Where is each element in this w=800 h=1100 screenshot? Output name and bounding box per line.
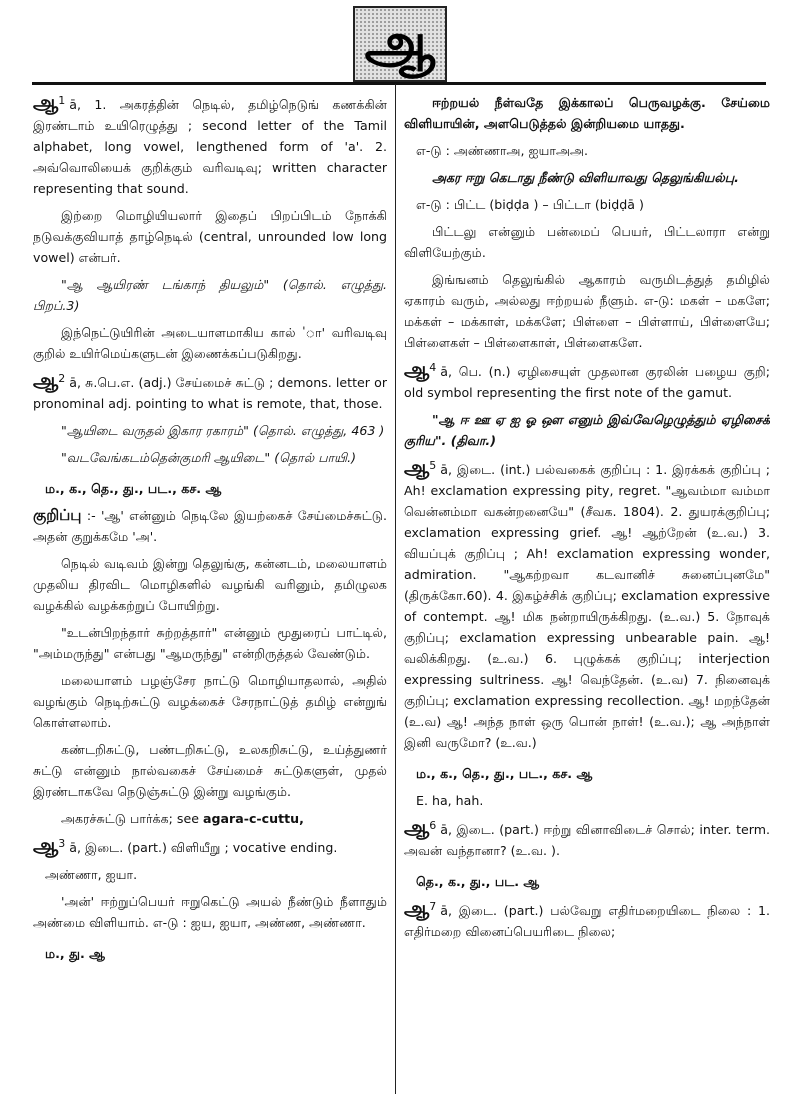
entry-1: [33, 92, 387, 199]
entry-6: [404, 817, 770, 861]
quotation: "ஆ ஈ ஊ ஏ ஐ ஓ ஔ எனும் இவ்வேழெழுத்தும் ஏழிசைக் குரிய". (திவா.): [404, 412, 770, 448]
headword: ஆ: [33, 368, 59, 392]
note: [33, 505, 387, 547]
definition: ā, சு.பெ.எ. (adj.) சேய்மைச் சுட்டு ; demons. letter or pronominal adj. pointing to what is remote, that, those.: [33, 375, 387, 411]
entry-5: [404, 457, 770, 753]
sense-number: 7: [429, 900, 437, 913]
entry-2: [33, 370, 387, 414]
headword: ஆ: [404, 815, 430, 839]
paragraph: அகர ஈறு கெடாது நீண்டு விளியாவது தெலுங்கியல்பு.: [432, 170, 739, 185]
column-divider: [395, 84, 396, 1094]
cognates: ம., க., தெ., து., பட., கச. ஆ: [45, 481, 222, 496]
paragraph: 'அன்' ஈற்றுப்பெயர் ஈறுகெட்டு அயல் நீண்டும் நீளாதும் அண்மை விளியாம். எ-டு : ஐய, ஐயா, அண்ண, அண்ணா.: [33, 894, 387, 930]
paragraph: இங்ஙனம் தெலுங்கில் ஆகாரம் வருமிடத்துத் தமிழில் ஏகாரம் வரும், அல்லது ஈற்றயல் நீளும். எ-டு: மகள் – மகளே; மக்கள் – மக்காள், மக்களே; பிள்ளை – பிள்ளாய், பிள்ளையே; பிள்ளைகள் – பிள்ளைகாள், பிள்ளைகளே.: [404, 272, 770, 350]
definition: ā, 1. அகரத்தின் நெடில், தமிழ்நெடுங் கணக்கின் இரண்டாம் உயிரெழுத்து ; second letter of the Tamil alphabet, long vowel, lengthened form of 'a'. 2. அவ்வொலியைக் குறிக்கும் வரிவடிவு; written character representing that sound.: [33, 97, 387, 196]
headword: ஆ: [33, 833, 59, 857]
definition: ā, இடை. (part.) ஈற்று வினாவிடைச் சொல்; inter. term. அவன் வந்தானா? (உ.வ. ).: [404, 822, 770, 858]
paragraph: இந்நெட்டுயிரின் அடையாளமாகிய கால் 'ா' வரிவடிவு குறில் உயிர்மெய்களுடன் இணைக்கப்படுகிறது.: [33, 325, 387, 361]
paragraph: மலையாளம் பழஞ்சேர நாட்டு மொழியாதலால், அதில் வழங்கும் நெடிற்சுட்டு வழக்கைச் சேரநாட்டுத் தமிழ் என்றுங் கொள்ளலாம்.: [33, 673, 387, 730]
sense-number: 4: [429, 361, 437, 374]
paragraph: பிட்டலு என்னும் பன்மைப் பெயர், பிட்டலாரா என்று விளியேற்கும்.: [404, 224, 770, 260]
see-also-see: see: [176, 811, 199, 826]
paragraph: "உடன்பிறந்தார் சுற்றத்தார்" என்னும் மூதுரைப் பாட்டில், "அம்மருந்து" என்பது "ஆமருந்து" என்றிருத்தல் வேண்டும்.: [33, 625, 387, 661]
entry-3: [33, 835, 387, 858]
paragraph: ஈற்றயல் நீள்வதே இக்காலப் பெருவழக்கு. சேய்மை விளியாயின், அளபெடுத்தல் இன்றியமை யாதது.: [404, 95, 770, 131]
definition: ā, பெ. (n.) ஏழிசையுள் முதலான குரலின் பழைய குறி; old symbol representing the first note of the gamut.: [404, 364, 770, 400]
see-also: [33, 808, 387, 829]
example: எ-டு : பிட்ட (biḍḍa ) – பிட்டா (biḍḍā ): [416, 197, 644, 212]
sense-number: 6: [429, 819, 437, 832]
headword: ஆ: [33, 92, 59, 114]
header-letter-box: [353, 6, 447, 82]
paragraph: இற்றை மொழியியலார் இதைப் பிறப்பிடம் நோக்கி நடுவக்குவியாத் தாழ்நெடில் (central, unrounded low long vowel) என்பர்.: [33, 208, 387, 265]
see-also-text: அகரச்சுட்டு பார்க்க;: [61, 811, 173, 826]
header-rule: [32, 82, 766, 85]
see-also-target: agara-c-cuttu,: [203, 811, 304, 826]
entry-7: [404, 898, 770, 942]
note-text: :- 'ஆ' என்னும் நெடிலே இயற்கைச் சேய்மைச்சுட்டு. அதன் குறுக்கமே 'அ'.: [33, 508, 387, 544]
cognates: ம., க., தெ., து., பட., கச. ஆ: [416, 766, 593, 781]
entry-4: [404, 359, 770, 403]
header-letter: ஆ: [364, 11, 436, 76]
sense-number: 2: [58, 372, 66, 385]
cognates-english: E. ha, hah.: [416, 793, 484, 808]
example: அண்ணா, ஐயா.: [45, 867, 138, 882]
sense-number: 1: [58, 94, 66, 107]
quotation: "ஆயிடை வருதல் இகார ரகாரம்" (தொல். எழுத்து, 463 ): [61, 423, 385, 438]
paragraph: நெடில் வடிவம் இன்று தெலுங்கு, கன்னடம், மலையாளம் முதலிய திரவிட மொழிகளில் வழங்கி வரினும், தமிழுலக வழக்கில் வழக்கற்றுப் போயிற்று.: [33, 556, 387, 613]
right-column: [404, 92, 770, 1094]
headword: ஆ: [404, 455, 430, 479]
headword: ஆ: [404, 357, 430, 381]
cognates: தெ., க., து., பட. ஆ: [416, 874, 540, 889]
paragraph: கண்டறிசுட்டு, பண்டறிசுட்டு, உலகறிசுட்டு, உய்த்துணர் சுட்டு என்னும் நால்வகைச் சேய்மைச் சுட்டுகளுள், முதல் இரண்டாகவே நெடுஞ்சுட்டு இன்று வழங்கும்.: [33, 742, 387, 799]
sense-number: 3: [58, 837, 66, 850]
headword: ஆ: [404, 896, 430, 920]
note-label: குறிப்பு: [33, 506, 82, 524]
cognates: ம., து. ஆ: [45, 946, 106, 961]
quotation: "ஆ ஆயிரண் டங்காந் தியலும்" (தொல். எழுத்து. பிறப்.3): [33, 277, 387, 313]
example: எ-டு : அண்ணாஅ, ஐயாஅஅ.: [416, 143, 588, 158]
definition: ā, இடை. (part.) பல்வேறு எதிர்மறையிடை நிலை : 1. எதிர்மறை வினைப்பெயரிடை நிலை;: [404, 903, 770, 939]
left-column: [33, 92, 387, 1094]
quotation: "வடவேங்கடம்தென்குமரி ஆயிடை" (தொல் பாயி.): [61, 450, 356, 465]
sense-number: 5: [429, 459, 437, 472]
definition: ā, இடை. (int.) பல்வகைக் குறிப்பு : 1. இரக்கக் குறிப்பு ; Ah! exclamation expressing pity, regret. "ஆவம்மா வம்மா வென்னம்மா வகன்றனையே" (சீவக. 1804). 2. துயரக்குறிப்பு; exclamation expressing grief. ஆ! ஆற்றேன் (உ.வ.) 3. வியப்புக் குறிப்பு ; Ah! exclamation expressing wonder, admiration. "ஆகற்றவா கடவானிச் சுனைப்புனமே" (திருக்கோ.60). 4. இகழ்ச்சிக் குறிப்பு; exclamation expressive of contempt. ஆ! மிக நன்றாயிருக்கிறது. (உ.வ.) 5. நோவுக் குறிப்பு; exclamation expressing unbearable pain. ஆ! வலிக்கிறது. (உ.வ.) 6. புழுக்கக் குறிப்பு; interjection expressing sultriness. ஆ! வெந்தேன். (உ.வ) 7. நினைவுக் குறிப்பு; exclamation expressing recollection. ஆ! மறந்தேன் (உ.வ) ஆ! அந்த நாள் ஒரு பொன் நாள்! (உ.வ.); ஆ அந்நாள் இனி வருமோ? (உ.வ.): [404, 462, 770, 750]
definition: ā, இடை. (part.) விளியீறு ; vocative ending.: [69, 840, 338, 855]
